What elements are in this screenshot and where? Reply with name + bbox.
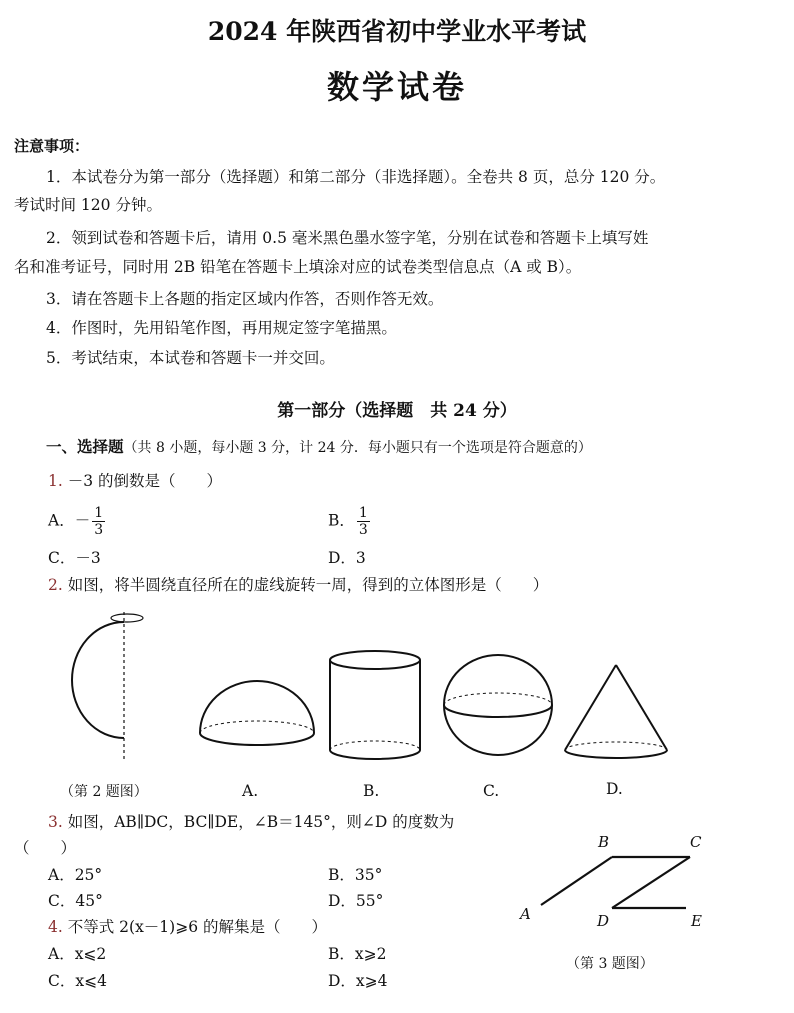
section-heading: 一、选择题 [46,437,124,456]
notice-line-2-cont: 名和准考证号，同时用 2B 铅笔在答题卡上填涂对应的试卷类型信息点（A 或 B）。 [14,258,582,276]
q4-option-c[interactable]: C．x⩽4 [48,972,107,990]
question-stem: 如图，AB∥DC，BC∥DE，∠B＝145°，则∠D 的度数为 [67,813,455,831]
point-c-label: C [690,833,702,851]
question-stem: 如图，将半圆绕直径所在的虚线旋转一周，得到的立体图形是（ ） [67,576,549,594]
q2-option-b[interactable]: B. [363,782,380,800]
question-number: 4. [48,918,63,936]
point-d-label: D [597,912,610,930]
question-stem: 不等式 2(x－1)⩾6 的解集是（ ） [67,918,327,936]
q3-option-c[interactable]: C．45° [48,892,103,910]
q2-option-c[interactable]: C. [483,782,500,800]
part1-title: 第一部分（选择题 共 24 分） [277,401,517,421]
notice-line-1-cont: 考试时间 120 分钟。 [14,196,162,214]
q3-option-d[interactable]: D．55° [328,892,384,910]
point-e-label: E [691,912,702,930]
point-a-label: A [520,905,531,923]
q4-option-a[interactable]: A．x⩽2 [48,945,107,963]
question-4 [48,915,327,937]
q1-option-c[interactable]: C．－3 [48,549,101,567]
exam-title: 2024 年陕西省初中学业水平考试 [207,17,587,46]
q3-option-b[interactable]: B．35° [328,866,383,884]
q4-option-b[interactable]: B．x⩾2 [328,945,387,963]
numerator: 1 [358,505,368,521]
notice-line-4: 4．作图时，先用铅笔作图，再用规定签字笔描黑。 [46,319,397,337]
point-b-label: B [598,833,610,851]
q4-option-d[interactable]: D．x⩾4 [328,972,388,990]
subject-title: 数学试卷 [326,68,467,106]
option-label: A． [48,511,75,530]
question-number: 3. [48,813,63,831]
segment-cd [612,857,690,908]
option-label: B． [328,511,355,530]
denominator: 3 [94,522,104,538]
q2-option-a[interactable]: A. [242,782,259,800]
question-number: 2. [48,576,63,594]
notice-line-5: 5．考试结束，本试卷和答题卡一并交回。 [46,349,335,367]
question-stem: －3 的倒数是（ ） [67,472,223,490]
notice-line-1: 1．本试卷分为第一部分（选择题）和第二部分（非选择题）。全卷共 8 页，总分 120 分。 [46,168,666,186]
question-number: 1. [48,472,63,490]
notice-title: 注意事项： [14,137,90,155]
q3-option-a[interactable]: A．25° [48,866,103,884]
numerator: 1 [94,505,104,521]
q3-caption: （第 3 题图） [566,956,654,972]
q2-option-d[interactable]: D. [606,780,623,798]
q1-option-d[interactable]: D．3 [328,549,366,567]
notice-line-2: 2．领到试卷和答题卡后，请用 0.5 毫米黑色墨水签字笔，分别在试卷和答题卡上填写姓 [46,229,649,247]
q2-caption: （第 2 题图） [60,784,148,800]
notice-line-3: 3．请在答题卡上各题的指定区域内作答，否则作答无效。 [46,290,444,308]
q3-answer-paren: （ ） [14,839,77,857]
section-note: （共 8 小题，每小题 3 分，计 24 分．每小题只有一个选项是符合题意的） [123,440,592,456]
segment-ab [541,857,612,905]
denominator: 3 [358,522,368,538]
minus-sign: － [74,511,91,530]
